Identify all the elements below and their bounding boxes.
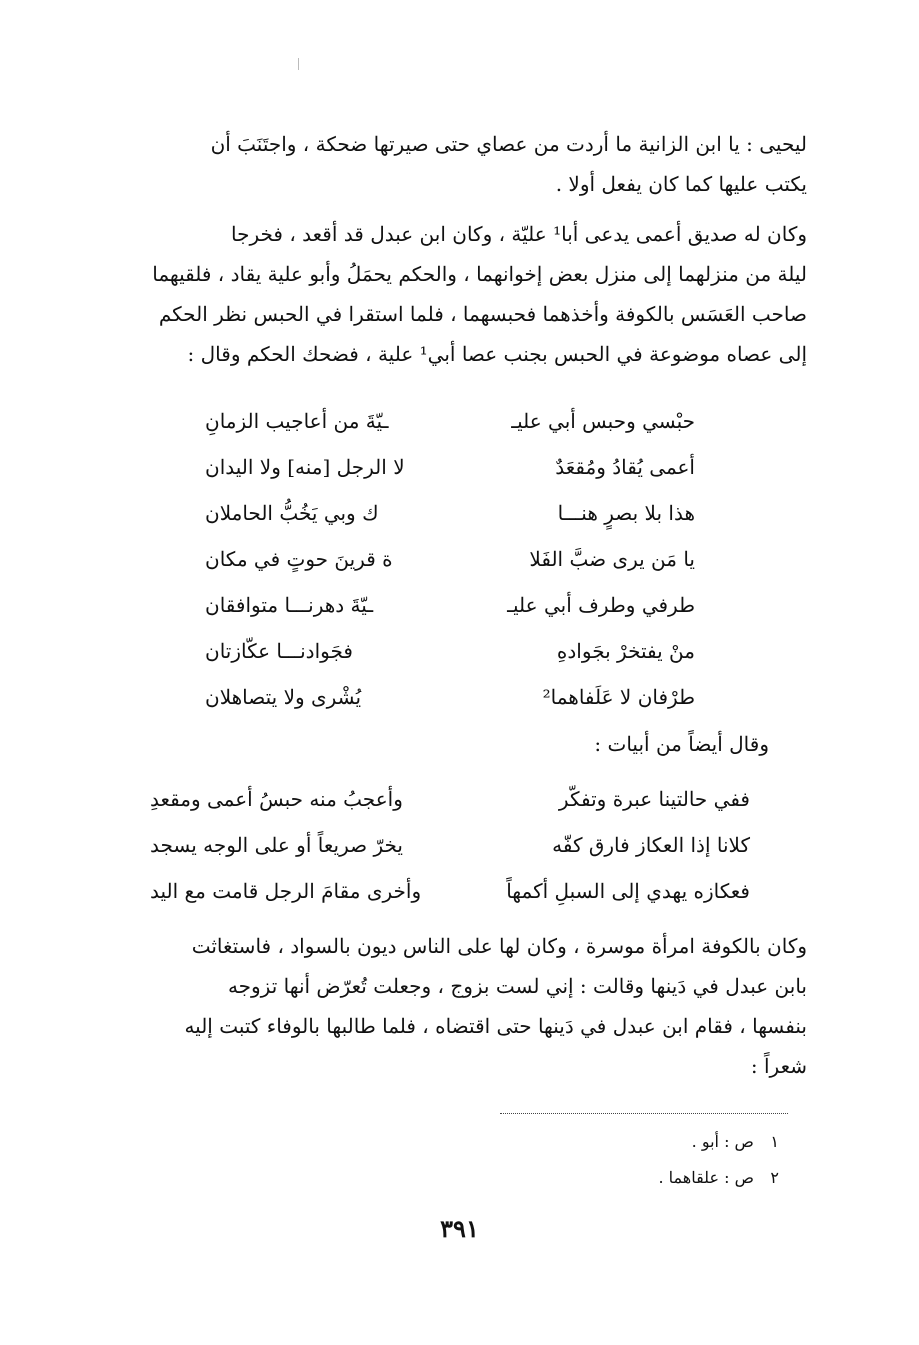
footnote [658,1124,779,1160]
verse-first-hemistich: كلانا إذا العكاز فارق كفّه [552,833,750,857]
scan-mark [298,58,299,70]
verse-first-hemistich: منْ يفتخرْ بجَوادهِ [556,639,695,663]
footnotes [658,1124,779,1196]
verse-second-hemistich: ـيّةَ دهرنـــا متوافقان [205,593,374,617]
verse-second-hemistich: يُشْرى ولا يتصاهلان [205,685,362,709]
poem-2-intro: وقال أيضاً من أبيات : [594,732,769,756]
verse-second-hemistich: ة قرينَ حوتٍ في مكان [205,547,393,571]
verse-first-hemistich: فعكازه يهدي إلى السبلِ أكمهاً [506,879,750,903]
verse-second-hemistich: فجَوادنـــا عكّازتان [205,639,353,663]
verse-first-hemistich: ففي حالتينا عبرة وتفكّر [558,787,750,811]
text-line: بنفسها ، فقام ابن عبدل في دَينها حتى اقتضاه ، فلما طالبها بالوفاء كتبت إليه [184,1014,807,1038]
text-line: ليلة من منزلهما إلى منزل بعض إخوانهما ، والحكم يحمَلُ وأبو علية يقاد ، فلقيهما [152,262,807,286]
verse-first-hemistich: حبْسي وحبس أبي عليـ [511,409,695,433]
poem-1 [205,398,695,720]
text-line: صاحب العَسَس بالكوفة وأخذهما فحبسهما ، فلما استقرا في الحبس نظر الحكم [158,302,807,326]
poem-2 [150,776,750,914]
paragraph-2 [102,214,807,374]
text-line: ليحيى : يا ابن الزانية ما أردت من عصاي حتى صيرتها ضحكة ، واجتَنَبَ أن [210,132,807,156]
footnote-text: ص : علقاهما . [658,1168,754,1187]
footnote-number: ٢ [770,1168,779,1187]
verse [205,444,695,490]
verse-second-hemistich: لا الرجل [منه] ولا اليدان [205,455,405,479]
paragraph-3 [102,926,807,1086]
footnote [658,1160,779,1196]
verse-second-hemistich: وأعجبُ منه حبسُ أعمى ومقعدِ [150,787,403,811]
verse-second-hemistich: وأخرى مقامَ الرجل قامت مع اليد [150,879,422,903]
verse [205,536,695,582]
verse [205,582,695,628]
verse-first-hemistich: أعمى يُقادُ ومُقعَدٌ [555,455,695,479]
footnote-number: ١ [770,1132,779,1151]
verse [205,398,695,444]
verse [205,490,695,536]
verse-second-hemistich: يخرّ صريعاً أو على الوجه يسجد [150,833,403,857]
verse [205,628,695,674]
verse-first-hemistich: هذا بلا بصرٍ هنـــا [557,501,695,525]
text-line: بابن عبدل في دَينها وقالت : إني لست بزوج ، وجعلت تُعرّض أنها تزوجه [227,974,807,998]
verse-first-hemistich: طرفي وطرف أبي عليـ [507,593,695,617]
text-line: شعراً : [750,1054,807,1078]
verse-first-hemistich: يا مَن يرى ضبَّ الفَلا [529,547,695,571]
paragraph-1 [102,124,807,204]
verse [150,822,750,868]
verse [205,674,695,720]
verse-second-hemistich: ـيّةَ من أعاجيب الزمانِ [205,409,389,433]
text-line: وكان بالكوفة امرأة موسرة ، وكان لها على الناس ديون بالسواد ، فاستغاثت [191,934,807,958]
footnote-text: ص : أبو . [691,1132,754,1151]
footnote-divider [500,1113,788,1114]
verse [150,776,750,822]
verse [150,868,750,914]
page-number: ٣٩١ [440,1214,479,1243]
verse-second-hemistich: ك وبي يَخُبُّ الحاملان [205,501,379,525]
verse-first-hemistich: طرْفان لا عَلَفاهما² [542,685,695,709]
text-line: وكان له صديق أعمى يدعى أبا¹ عليّة ، وكان ابن عبدل قد أقعد ، فخرجا [231,222,807,246]
text-line: يكتب عليها كما كان يفعل أولا . [555,172,807,196]
text-line: إلى عصاه موضوعة في الحبس بجنب عصا أبي¹ علية ، فضحك الحكم وقال : [187,342,807,366]
